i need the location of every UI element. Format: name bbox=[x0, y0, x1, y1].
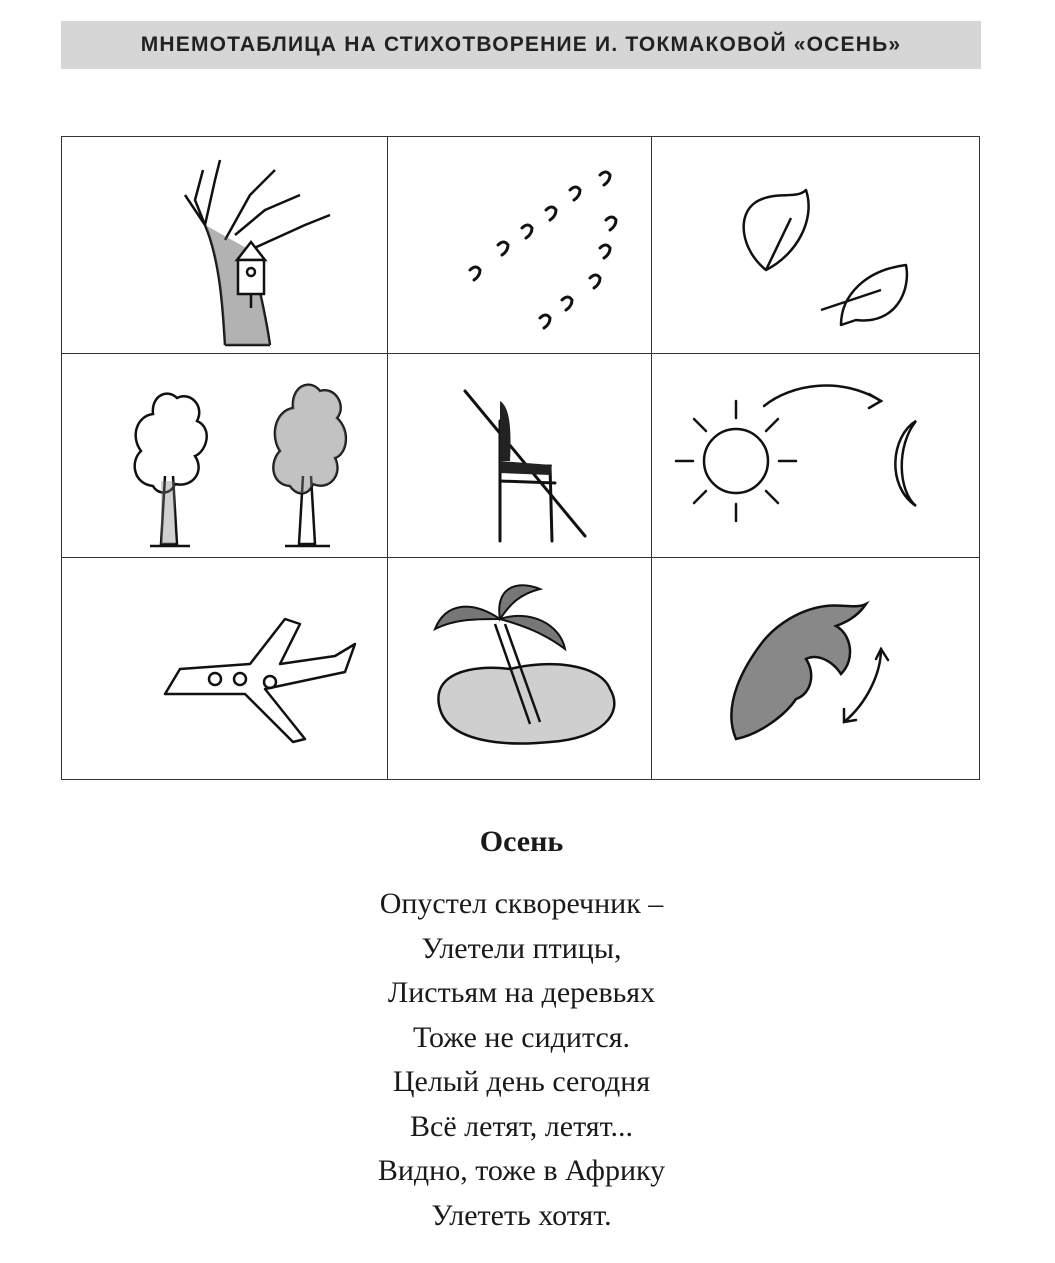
two-trees-icon bbox=[75, 356, 375, 556]
mnemo-cell-1 bbox=[62, 137, 388, 354]
mnemo-cell-6 bbox=[652, 354, 979, 558]
mnemo-cell-9 bbox=[652, 558, 979, 779]
poem-line: Листьям на деревьях bbox=[387, 976, 656, 1009]
mnemo-cell-2 bbox=[388, 137, 652, 354]
poem-line: Улететь хотят. bbox=[431, 1198, 612, 1232]
poem-title: Осень bbox=[479, 825, 564, 858]
poem-line: Опустел скворечник – bbox=[379, 887, 664, 920]
crossed-out-chair-icon bbox=[400, 361, 640, 551]
page-header bbox=[61, 21, 981, 69]
poem-line: Целый день сегодня bbox=[392, 1065, 651, 1098]
wings-icon bbox=[666, 564, 966, 774]
poem-line: Тоже не сидится. bbox=[412, 1020, 631, 1054]
poem-line: Видно, тоже в Африку bbox=[377, 1154, 666, 1187]
poem-line: Улетели птицы, bbox=[421, 931, 622, 965]
mnemo-cell-3 bbox=[652, 137, 979, 354]
falling-leaves-icon bbox=[666, 140, 966, 350]
mnemo-cell-8 bbox=[388, 558, 652, 779]
airplane-icon bbox=[75, 564, 375, 774]
mnemo-cell-7 bbox=[62, 558, 388, 779]
sun-to-moon-icon bbox=[666, 356, 966, 556]
tree-with-birdhouse-icon bbox=[75, 140, 375, 350]
poem bbox=[0, 820, 1043, 1238]
palm-island-icon bbox=[400, 564, 640, 774]
mnemo-cell-4 bbox=[62, 354, 388, 558]
header-title: МНЕМОТАБЛИЦА НА СТИХОТВОРЕНИЕ И. ТОКМАКОВОЙ «ОСЕНЬ» bbox=[140, 33, 902, 56]
mnemo-cell-5 bbox=[388, 354, 652, 558]
mnemo-table bbox=[61, 136, 980, 780]
poem-line: Всё летят, летят... bbox=[410, 1109, 633, 1143]
flock-of-birds-icon bbox=[400, 150, 640, 340]
